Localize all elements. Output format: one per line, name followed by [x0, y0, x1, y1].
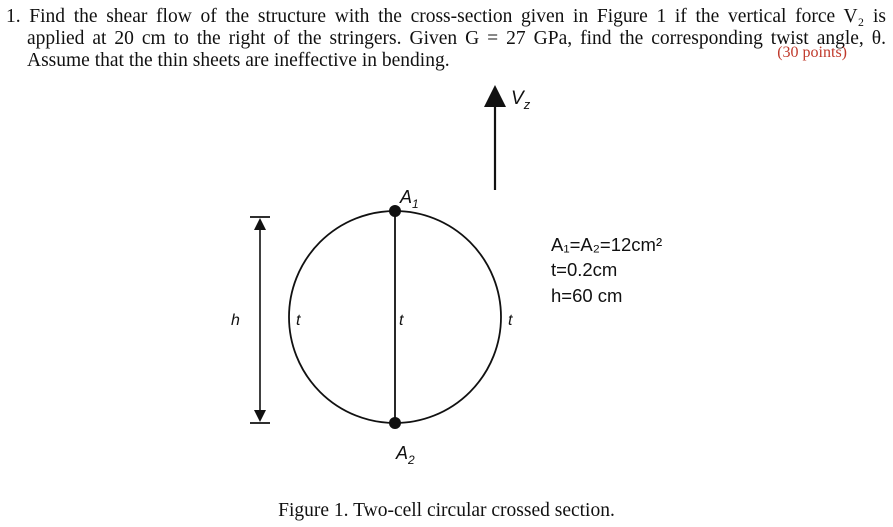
height-label: h — [231, 312, 240, 329]
force-label: $V_z$ — [511, 88, 531, 112]
given-areas: A₁=A₂=12cm² — [551, 234, 663, 255]
problem-line-3: Assume that the thin sheets are ineffective in bending. — [27, 50, 450, 71]
stringer-a2 — [389, 417, 401, 429]
thickness-label-web: t — [399, 312, 404, 329]
given-thickness: t=0.2cm — [551, 259, 618, 280]
dim-arrow-down — [254, 410, 266, 422]
stringer-bottom-label: $A_2$ — [396, 443, 415, 467]
points-label: (30 points) — [777, 44, 847, 61]
figure-caption: Figure 1. Two-cell circular crossed section. — [278, 500, 615, 521]
dim-arrow-up — [254, 218, 266, 230]
thickness-label-left: t — [296, 312, 301, 329]
given-height: h=60 cm — [551, 285, 623, 306]
problem-line-1: 1. Find the shear flow of the structure with the cross-section given in Figure 1 if the vertical force V₂ is — [6, 6, 886, 27]
thickness-label-right: t — [508, 312, 513, 329]
stringer-top-label: $A_1$ — [400, 187, 419, 211]
problem-line-2: applied at 20 cm to the right of the stringers. Given G = 27 GPa, find the corresponding twist angle, θ. — [27, 28, 886, 49]
